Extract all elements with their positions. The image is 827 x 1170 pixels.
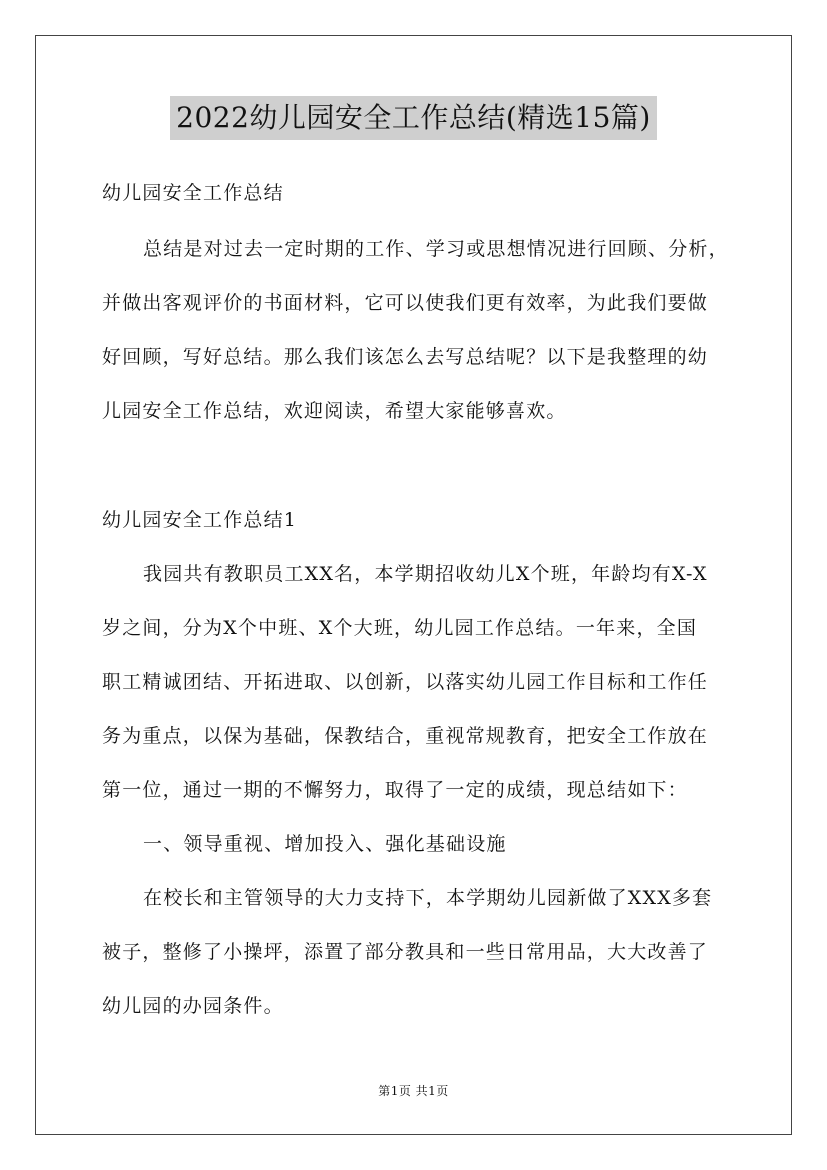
- title-container: [0, 96, 827, 140]
- paragraph-line: 被子，整修了小操坪，添置了部分教具和一些日常用品，大大改善了: [102, 941, 709, 963]
- page-footer: 第1页 共1页: [378, 1084, 449, 1098]
- section-heading: 幼儿园安全工作总结1: [102, 509, 298, 531]
- paragraph-line: 总结是对过去一定时期的工作、学习或思想情况进行回顾、分析，: [143, 238, 729, 260]
- paragraph-line: 岁之间，分为X个中班、X个大班，幼儿园工作总结。一年来，全国: [102, 617, 698, 639]
- paragraph-line: 务为重点，以保为基础，保教结合，重视常规教育，把安全工作放在: [102, 725, 709, 747]
- paragraph-line: 并做出客观评价的书面材料，它可以使我们更有效率，为此我们要做: [102, 292, 709, 314]
- paragraph-line: 我园共有教职员工XX名，本学期招收幼儿X个班，年龄均有X-X: [143, 563, 708, 585]
- section-heading: 幼儿园安全工作总结: [102, 182, 284, 204]
- paragraph-line: 儿园安全工作总结，欢迎阅读，希望大家能够喜欢。: [102, 400, 567, 422]
- paragraph-line: 第一位，通过一期的不懈努力，取得了一定的成绩，现总结如下：: [102, 779, 688, 801]
- document-title: 2022幼儿园安全工作总结(精选15篇): [170, 96, 657, 140]
- paragraph-line: 好回顾，写好总结。那么我们该怎么去写总结呢？以下是我整理的幼: [102, 346, 709, 368]
- subheading: 一、领导重视、增加投入、强化基础设施: [143, 833, 507, 855]
- paragraph-line: 职工精诚团结、开拓进取、以创新，以落实幼儿园工作目标和工作任: [102, 671, 709, 693]
- paragraph-line: 幼儿园的办园条件。: [102, 995, 284, 1017]
- paragraph-line: 在校长和主管领导的大力支持下，本学期幼儿园新做了XXX多套: [143, 887, 713, 909]
